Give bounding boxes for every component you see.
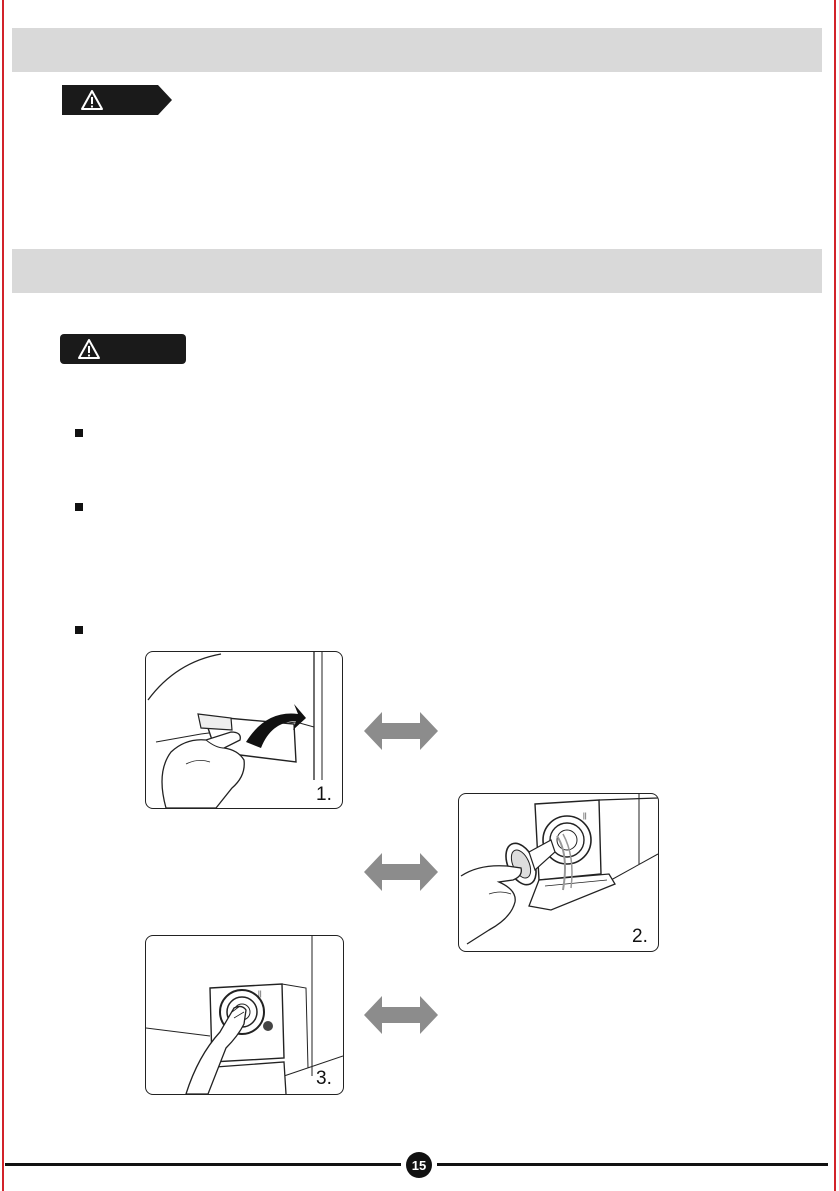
warning-tag-2 bbox=[60, 334, 186, 364]
section-header-band-2 bbox=[12, 249, 822, 293]
footer-line-right bbox=[437, 1163, 828, 1166]
double-arrow-icon bbox=[364, 853, 438, 891]
bullet-2 bbox=[75, 503, 83, 511]
figure-2-label: 2. bbox=[632, 926, 648, 947]
right-red-edge bbox=[834, 0, 836, 1191]
bullet-1 bbox=[75, 429, 83, 437]
page-number: 15 bbox=[406, 1152, 432, 1178]
double-arrow-icon bbox=[364, 712, 438, 750]
section-header-band-1 bbox=[12, 28, 822, 72]
double-arrow-icon bbox=[364, 996, 438, 1034]
left-red-edge bbox=[2, 0, 4, 1191]
svg-text:||: || bbox=[583, 813, 587, 820]
figure-3-label: 3. bbox=[316, 1068, 332, 1089]
footer-line-left bbox=[5, 1163, 401, 1166]
figure-3-reinstall-filter bbox=[145, 935, 344, 1095]
figure-2-remove-filter bbox=[458, 793, 659, 952]
figure-1-label: 1. bbox=[316, 784, 332, 805]
bullet-3 bbox=[75, 626, 83, 634]
warning-tag-1 bbox=[62, 85, 172, 115]
svg-text:||: || bbox=[258, 991, 262, 998]
figure-1-open-filter-cover bbox=[145, 651, 343, 809]
